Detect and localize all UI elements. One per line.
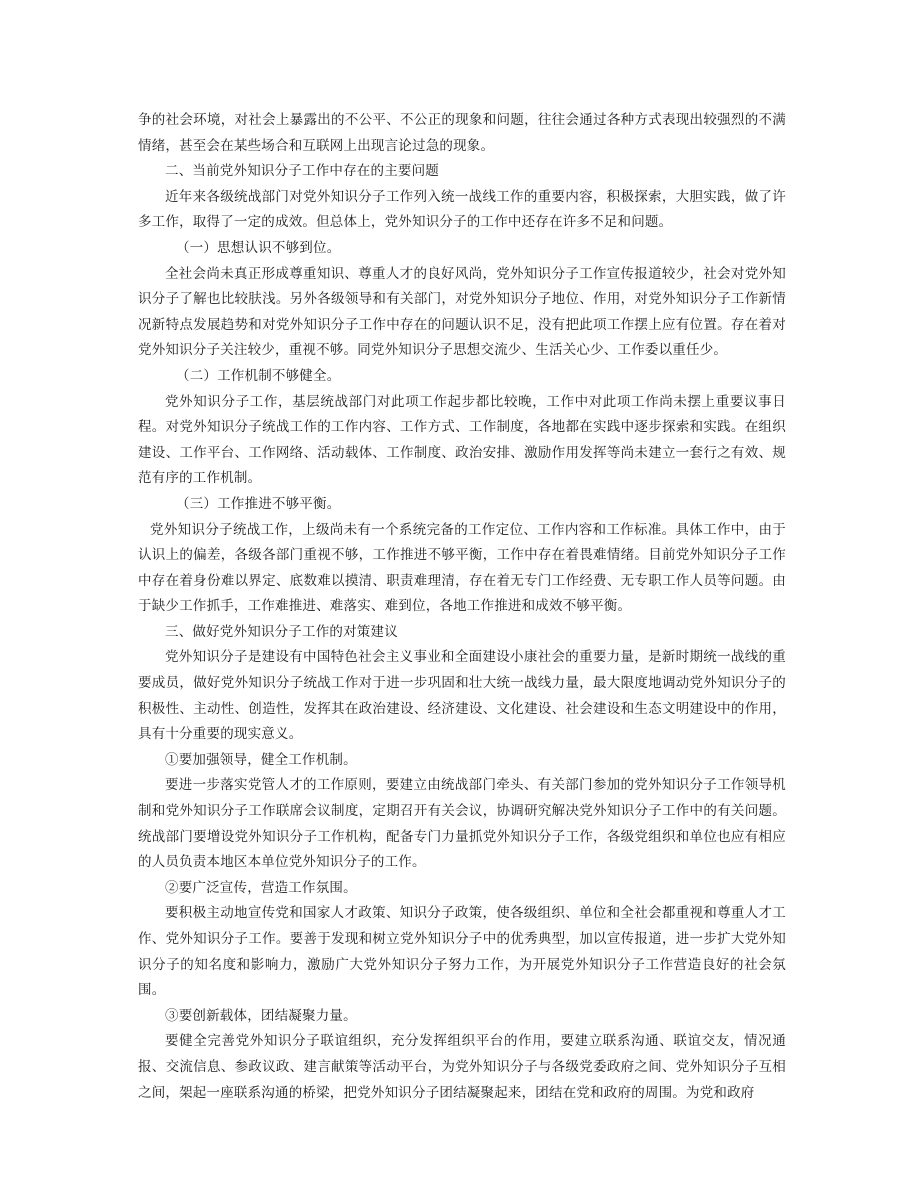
paragraph: 党外知识分子统战工作，上级尚未有一个系统完备的工作定位、工作内容和工作标准。具体工作中，由于认识上的偏差，各级各部门重视不够，工作推进不够平衡，工作中存在着畏难情绪。目前党外知识分子工作中存在着身份难以界定、底数难以摸清、职责难理清，存在着无专门工作经费、无专职工作人员等问题。由于缺少工作抓手，工作难推进、难落实、难到位，各地工作推进和成效不够平衡。 [138,521,786,615]
paragraph: 近年来各级统战部门对党外知识分子工作列入统一战线工作的重要内容，积极探索，大胆实践，做了许多工作，取得了一定的成效。但总体上，党外知识分子的工作中还存在许多不足和问题。 [138,188,786,231]
paragraph: 全社会尚未真正形成尊重知识、尊重人才的良好风尚，党外知识分子工作宣传报道较少，社会对党外知识分子了解也比较肤浅。另外各级领导和有关部门，对党外知识分子地位、作用，对党外知识分子工作新情况新特点发展趋势和对党外知识分子工作中存在的问题认识不足，没有把此项工作摆上应有位置。存在着对党外知识分子关注较少，重视不够。同党外知识分子思想交流少、生活关心少、工作委以重任少。 [138,265,786,359]
paragraph: 党外知识分子是建设有中国特色社会主义事业和全面建设小康社会的重要力量，是新时期统一战线的重要成员，做好党外知识分子统战工作对于进一步巩固和壮大统一战线力量，最大限度地调动党外知识分子的积极性、主动性、创造性，发挥其在政治建设、经济建设、文化建设、社会建设和生态文明建设中的作用，具有十分重要的现实意义。 [138,649,786,743]
paragraph: 要进一步落实党管人才的工作原则，要建立由统战部门牵头、有关部门参加的党外知识分子工作领导机制和党外知识分子工作联席会议制度，定期召开有关会议，协调研究解决党外知识分子工作中的有关问题。统战部门要增设党外知识分子工作机构，配备专门力量抓党外知识分子工作，各级党组织和单位也应有相应的人员负责本地区本单位党外知识分子的工作。 [138,777,786,871]
paragraph: 要健全完善党外知识分子联谊组织，充分发挥组织平台的作用，要建立联系沟通、联谊交友，情况通报、交流信息、参政议政、建言献策等活动平台，为党外知识分子与各级党委政府之间、党外知识分子互相之间，架起一座联系沟通的桥梁，把党外知识分子团结凝聚起来，团结在党和政府的周围。为党和政府 [138,1033,786,1101]
paragraph: 要积极主动地宣传党和国家人才政策、知识分子政策，使各级组织、单位和全社会都重视和尊重人才工作、党外知识分子工作。要善于发现和树立党外知识分子中的优秀典型，加以宣传报道，进一步扩大党外知识分子的知名度和影响力，激励广大党外知识分子努力工作，为开展党外知识分子工作营造良好的社会氛围。 [138,905,786,999]
paragraph: 争的社会环境，对社会上暴露出的不公平、不公正的现象和问题，往往会通过各种方式表现出较强烈的不满情绪，甚至会在某些场合和互联网上出现言论过急的现象。 [138,112,786,154]
subsection-heading: （一）思想认识不够到位。 [176,239,341,256]
section-heading: 三、做好党外知识分子工作的对策建议 [165,623,398,640]
numbered-item-heading: ①要加强领导，健全工作机制。 [165,751,357,768]
numbered-item-heading: ②要广泛宣传，营造工作氛围。 [165,879,357,896]
subsection-heading: （二）工作机制不够健全。 [176,367,341,384]
subsection-heading: （三）工作推进不够平衡。 [176,495,341,512]
section-heading: 二、当前党外知识分子工作中存在的主要问题 [165,163,439,180]
numbered-item-heading: ③要创新载体，团结凝聚力量。 [165,1007,357,1024]
paragraph: 党外知识分子工作，基层统战部门对此项工作起步都比较晚，工作中对此项工作尚未摆上重要议事日程。对党外知识分子统战工作的工作内容、工作方式、工作制度，各地都在实践中逐步探索和实践。在组织建设、工作平台、工作网络、活动载体、工作制度、政治安排、激励作用发挥等尚未建立一套行之有效、规范有序的工作机制。 [138,393,786,487]
document-page [138,108,786,1106]
